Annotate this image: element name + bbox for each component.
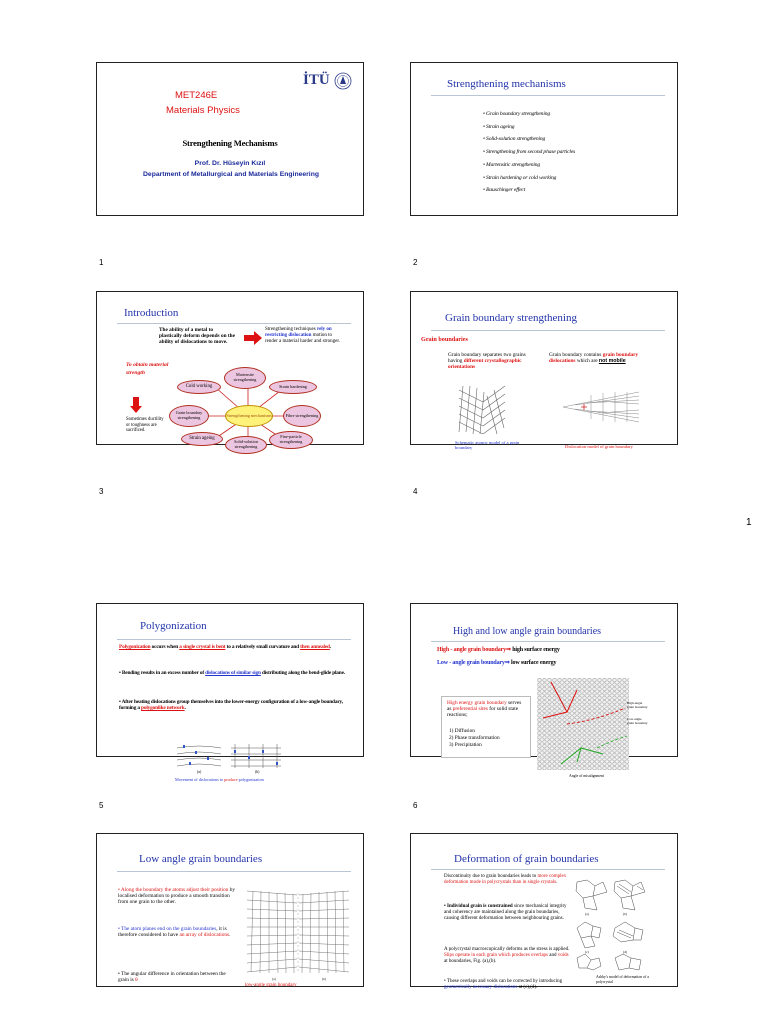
figure-label-left: (a) [272, 977, 276, 981]
label-high-angle: High-angle grain boundary [627, 701, 648, 709]
figure-caption: Ashby's model of deformation of a polycrystal [596, 975, 649, 984]
slide-7 [96, 833, 364, 987]
caption-atomic-model: Schematic atomic model of a grain boundary [455, 440, 520, 451]
slide-title: Polygonization [140, 620, 207, 632]
paragraph-bending: • Bending results in an excess number of dislocations of similar sign distributing along the bend-glide plane. [119, 670, 345, 676]
slide-4 [410, 291, 678, 451]
title-rule [431, 330, 665, 331]
subtitle-grain-boundaries: Grain boundaries [421, 336, 468, 343]
reaction-box [441, 696, 531, 758]
list-item: • Strain hardening or cold working [483, 174, 557, 181]
itu-logo-text: İTÜ [303, 72, 330, 88]
reaction-phase: 2) Phase transformation [449, 735, 500, 741]
polygonization-figure [175, 740, 283, 772]
node-fine-particle: Fine-particle strengthening [269, 431, 313, 449]
grain-boundary-figure [537, 678, 629, 770]
slide-number: 4 [413, 487, 418, 496]
atomic-model-figure [457, 384, 507, 436]
itu-logo [303, 69, 353, 97]
itu-seal-icon [334, 69, 352, 93]
caption-dislocation-model: Dislocation model of grain boundary [565, 444, 633, 449]
node-grain-boundary: Grain boundary strengthening [169, 405, 209, 427]
figure-label-d: (d) [623, 950, 627, 954]
slide-6 [410, 603, 678, 778]
reaction-diffusion: 1) Diffusion [449, 728, 475, 734]
list-item: • Strain ageing [483, 123, 515, 130]
low-angle-figure [243, 887, 353, 975]
title-rule [431, 95, 665, 96]
slide-number: 2 [413, 258, 418, 267]
reaction-text: High energy grain boundary serves as preferential sites for solid state reactions; [447, 700, 522, 719]
paragraph-definition: Polygonization occurs when a single crystal is bent to a relatively small curvature and then annealed. [119, 644, 332, 650]
node-fibre: Fibre strengthening [283, 405, 321, 427]
bullet-adjust: • Along the boundary the atoms adjust their position by localised deformation to produce a smooth transition from one grain to the other. [118, 887, 236, 906]
slide-3 [96, 291, 364, 449]
bullet-planes: • The atom planes end on the grain boundaries, it is therefore considered to have an array of dislocations. [118, 926, 231, 939]
slide-title: Grain boundary strengthening [445, 312, 577, 324]
list-item: • Bauschinger effect [483, 187, 526, 194]
intro-side-note: Strengthening techniques rely on restricting dislocation motion to render a material harder and stronger. [265, 327, 340, 344]
slide-number: 5 [99, 801, 104, 810]
node-center: Strengthening mechanisms [225, 405, 273, 427]
title-rule [431, 869, 665, 870]
paragraph-heating: • After heating dislocations group themselves into the lower-energy configuration of a low-angle boundary, forming a polygonlike network. [119, 699, 343, 712]
mechanism-list [483, 108, 575, 197]
node-martensite: Martensite strengthening [224, 367, 266, 389]
page-number: 1 [746, 517, 752, 528]
slide-number: 6 [413, 801, 418, 810]
reaction-precipitation: 3) Precipitation [449, 742, 482, 748]
low-angle-line: Low - angle grain boundary⇒ low surface energy [437, 660, 557, 666]
node-strain-hardening: Strain hardening [269, 380, 317, 394]
right-description: Grain boundary contains grain boundary dislocations which are not mobile [549, 352, 639, 365]
paragraph-overlaps: A polycrystal macroscopically deforms as the stress is applied. Slips operate in each grain which produces overlaps and voids at boundaries, Fig. (a),(b). [444, 947, 570, 964]
title-rule [117, 639, 351, 640]
bullet-angle: • The angular difference in orientation between the grain is θ [118, 971, 226, 984]
title-rule [117, 871, 351, 872]
list-item: • Strengthening from second phase particles [483, 149, 576, 156]
slide-5 [96, 603, 364, 782]
slide-title: High and low angle grain boundaries [453, 626, 602, 637]
slide-title: Deformation of grain boundaries [454, 853, 599, 865]
node-cold-working: Cold working [177, 380, 221, 394]
slide-title: Strengthening mechanisms [447, 78, 566, 90]
high-angle-line: High - angle grain boundary⇒ high surface energy [437, 647, 560, 653]
dislocation-model-figure [561, 390, 641, 424]
ductility-note: Sometimes ductility or toughness are sacrificed. [126, 417, 164, 433]
course-code: MET246E [175, 90, 218, 101]
slide-number: 3 [99, 487, 104, 496]
label-misalignment: Angle of misalignment [569, 774, 605, 778]
title-rule [431, 641, 665, 642]
label-low-angle: Low-angle grain boundary [627, 717, 648, 725]
paragraph-discontinuity: Discontinuity due to grain boundaries leads to more complex deformation mode in polycrystals than in single crystals. [444, 874, 567, 885]
obtain-strength: To obtain material strength [126, 362, 169, 376]
slide-8 [410, 833, 678, 990]
figure-label-b: (b) [623, 912, 627, 916]
ashby-model-figure [573, 878, 647, 976]
slide-1 [96, 62, 364, 216]
figure-label-b: (b) [255, 770, 260, 774]
list-item: • Grain boundary strengthening [483, 111, 551, 117]
intro-lead: The ability of a metal to plastically deform depends on the ability of dislocations to move. [159, 327, 235, 346]
course-subject: Materials Physics [166, 105, 240, 116]
figure-label-c: (c) [585, 950, 589, 954]
list-item: • Martensitic strengthening [483, 161, 541, 168]
node-strain-ageing: Strain ageing [181, 432, 223, 446]
paragraph-correction: • These overlaps and voids can be corrected by introducing geometrically necessary dislocations at (c),(d). [444, 979, 563, 990]
left-description: Grain boundary separates two grains having different crystallographic orientations [448, 352, 526, 371]
figure-caption: Movement of dislocations to produce polygonization [175, 777, 264, 782]
author: Prof. Dr. Hüseyin Kızıl [194, 160, 266, 167]
paragraph-constrained: • Individual grain is constrained since mechanical integrity and coherency are maintained along the grain boundaries, causing different deformation between neighbouring grains. [444, 904, 567, 921]
figure-label-right: (b) [322, 977, 326, 981]
slide-number: 1 [99, 258, 104, 267]
slide-title: Low angle grain boundaries [139, 853, 263, 865]
deck-title: Strengthening Mechanisms [182, 138, 278, 148]
figure-label-a: (a) [585, 912, 589, 916]
list-item: • Solid-solution strengthening [483, 136, 546, 143]
slide-title: Introduction [124, 307, 179, 319]
figure-caption: low-angle grain boundary [245, 983, 297, 988]
slide-2 [410, 62, 678, 216]
department: Department of Metallurgical and Materials Engineering [143, 171, 319, 178]
figure-label-a: (a) [197, 770, 202, 774]
node-solid-solution: Solid-solution strengthening [225, 436, 267, 454]
